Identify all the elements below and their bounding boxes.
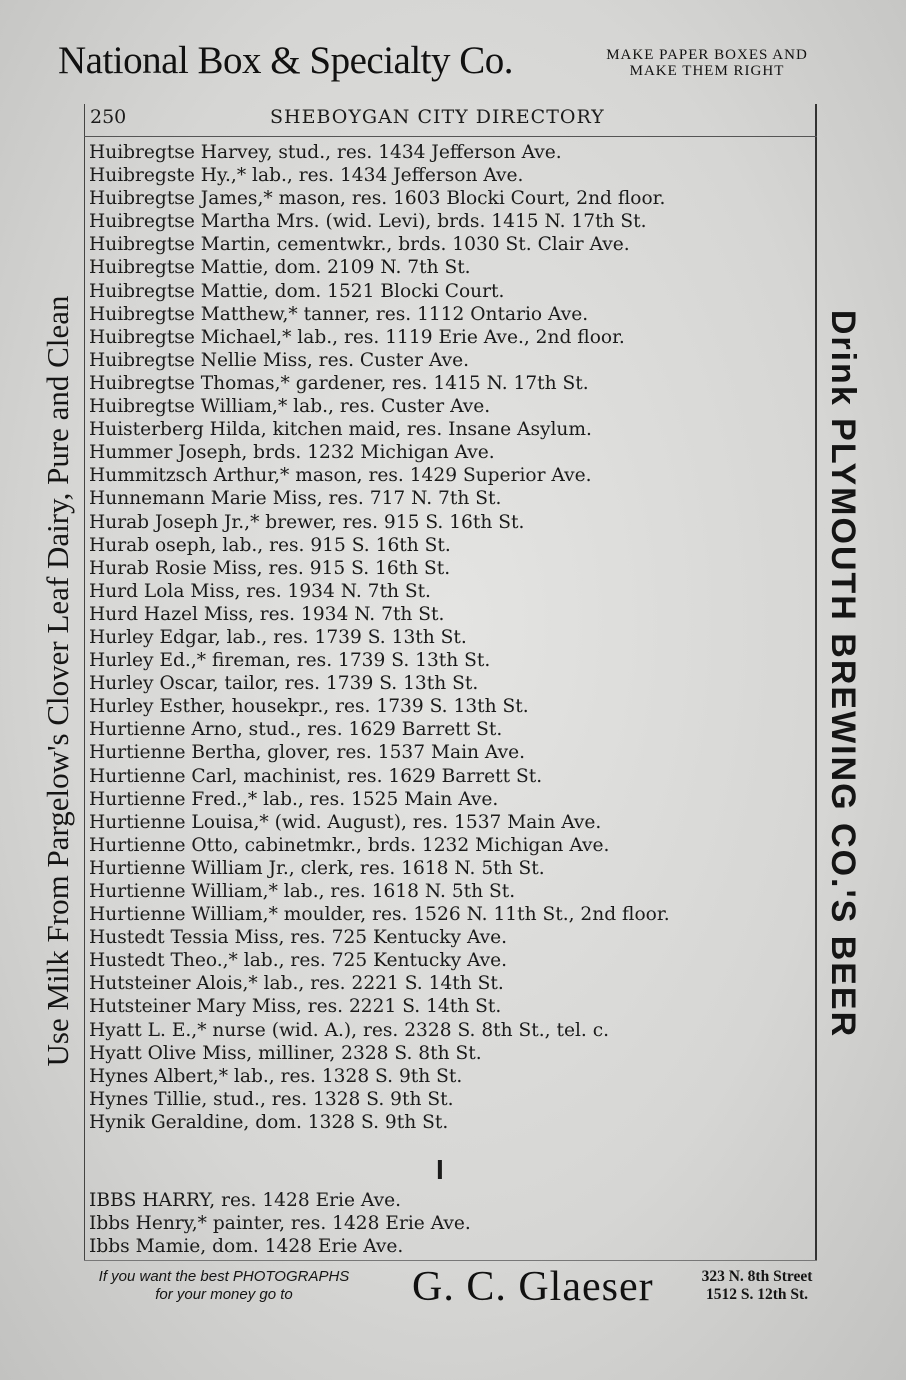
list-item: Hurley Edgar, lab., res. 1739 S. 13th St. — [89, 626, 467, 648]
list-item: Hurtienne Bertha, glover, res. 1537 Main Ave. — [89, 742, 526, 764]
list-item: Hurley Oscar, tailor, res. 1739 S. 13th St. — [89, 673, 479, 695]
header-rule — [84, 136, 817, 137]
top-ad-company: National Box & Specialty Co. — [58, 39, 514, 82]
bottom-ad-line1: If you want the best PHOTOGRAPHS — [98, 1268, 350, 1285]
list-item: Hurtienne Arno, stud., res. 1629 Barrett St. — [89, 719, 503, 741]
bottom-border-rule — [84, 1260, 817, 1261]
list-item: Hurtienne Fred.,* lab., res. 1525 Main Ave. — [89, 788, 499, 810]
list-item: Hurd Hazel Miss, res. 1934 N. 7th St. — [89, 603, 445, 625]
bottom-ad-text — [44, 1268, 404, 1304]
list-item: Huibregste Hy.,* lab., res. 1434 Jefferson Ave. — [89, 165, 524, 187]
list-item: Hurab Joseph Jr.,* brewer, res. 915 S. 16th St. — [89, 511, 525, 533]
list-item: Hyatt Olive Miss, milliner, 2328 S. 8th St. — [89, 1042, 482, 1064]
list-item: Hummer Joseph, brds. 1232 Michigan Ave. — [89, 442, 495, 464]
list-item: Huibregtse Martin, cementwkr., brds. 1030 St. Clair Ave. — [89, 234, 630, 256]
list-item: Hurley Ed.,* fireman, res. 1739 S. 13th St. — [89, 650, 491, 672]
list-item: Huibregtse William,* lab., res. Custer Ave. — [89, 396, 491, 418]
left-border-rule — [84, 104, 85, 1260]
list-item: Hunnemann Marie Miss, res. 717 N. 7th St. — [89, 488, 502, 510]
list-item: Hurtienne Carl, machinist, res. 1629 Barrett St. — [89, 765, 543, 787]
list-item: Hummitzsch Arthur,* mason, res. 1429 Superior Ave. — [89, 465, 592, 487]
page-header — [90, 106, 810, 132]
left-margin-advertisement: Use Milk From Pargelow's Clover Leaf Dairy, Pure and Clean — [40, 295, 75, 1067]
list-item: Hynik Geraldine, dom. 1328 S. 9th St. — [89, 1111, 449, 1133]
list-item: Huibregtse Nellie Miss, res. Custer Ave. — [89, 349, 470, 371]
list-item: Hurley Esther, housekpr., res. 1739 S. 13th St. — [89, 696, 529, 718]
list-item: Hynes Tillie, stud., res. 1328 S. 9th St. — [89, 1088, 454, 1110]
list-item: Hurtienne William Jr., clerk, res. 1618 N. 5th St. — [89, 857, 545, 879]
list-item: Ibbs Henry,* painter, res. 1428 Erie Ave. — [89, 1213, 471, 1235]
list-item: Hurab Rosie Miss, res. 915 S. 16th St. — [89, 557, 451, 579]
list-item: Ibbs Mamie, dom. 1428 Erie Ave. — [89, 1236, 404, 1258]
list-item: Hutsteiner Mary Miss, res. 2221 S. 14th St. — [89, 996, 502, 1018]
bottom-ad-line2: for your money go to — [155, 1286, 293, 1303]
top-ad-slogan-line1: MAKE PAPER BOXES AND — [606, 47, 808, 63]
list-item: Hurtienne Louisa,* (wid. August), res. 1537 Main Ave. — [89, 811, 602, 833]
list-item: Huibregtse Matthew,* tanner, res. 1112 Ontario Ave. — [89, 303, 589, 325]
directory-entries-h — [89, 141, 670, 1134]
bottom-advertisement — [0, 1262, 906, 1322]
top-ad-slogan-line2: MAKE THEM RIGHT — [629, 63, 785, 79]
list-item: Hurab oseph, lab., res. 915 S. 16th St. — [89, 534, 451, 556]
list-item: Huibregtse Michael,* lab., res. 1119 Erie Ave., 2nd floor. — [89, 326, 625, 348]
right-border-rule — [815, 104, 817, 1260]
right-margin-advertisement: Drink PLYMOUTH BREWING CO.'S BEER — [824, 309, 862, 1039]
list-item: Hurtienne William,* lab., res. 1618 N. 5th St. — [89, 881, 516, 902]
page-number: 250 — [90, 106, 127, 128]
list-item: Huibregtse Harvey, stud., res. 1434 Jefferson Ave. — [89, 142, 562, 163]
list-item: Huibregtse Martha Mrs. (wid. Levi), brds. 1415 N. 17th St. — [89, 211, 647, 233]
top-ad-slogan — [552, 47, 862, 79]
list-item: Hyatt L. E.,* nurse (wid. A.), res. 2328 S. 8th St., tel. c. — [89, 1019, 610, 1041]
page-title: SHEBOYGAN CITY DIRECTORY — [270, 106, 605, 128]
section-letter: I — [436, 1154, 444, 1185]
list-item: IBBS HARRY, res. 1428 Erie Ave. — [89, 1190, 401, 1211]
list-item: Hynes Albert,* lab., res. 1328 S. 9th St. — [89, 1065, 463, 1087]
list-item: Huibregtse James,* mason, res. 1603 Blocki Court, 2nd floor. — [89, 188, 666, 210]
list-item: Huibregtse Mattie, dom. 2109 N. 7th St. — [89, 257, 471, 279]
bottom-ad-address — [672, 1268, 842, 1304]
directory-entries-i — [89, 1189, 471, 1258]
top-advertisement — [0, 0, 906, 100]
list-item: Huibregtse Thomas,* gardener, res. 1415 N. 17th St. — [89, 372, 589, 394]
bottom-ad-address1: 323 N. 8th Street — [701, 1268, 813, 1285]
bottom-ad-name: G. C. Glaeser — [412, 1264, 654, 1310]
list-item: Hustedt Tessia Miss, res. 725 Kentucky Ave. — [89, 927, 508, 949]
bottom-ad-address2: 1512 S. 12th St. — [705, 1286, 809, 1303]
list-item: Hurtienne William,* moulder, res. 1526 N. 11th St., 2nd floor. — [89, 904, 670, 926]
list-item: Hurd Lola Miss, res. 1934 N. 7th St. — [89, 580, 431, 602]
list-item: Hutsteiner Alois,* lab., res. 2221 S. 14th St. — [89, 973, 504, 995]
list-item: Huisterberg Hilda, kitchen maid, res. Insane Asylum. — [89, 419, 592, 441]
list-item: Hustedt Theo.,* lab., res. 725 Kentucky Ave. — [89, 950, 508, 972]
list-item: Huibregtse Mattie, dom. 1521 Blocki Court. — [89, 280, 505, 302]
list-item: Hurtienne Otto, cabinetmkr., brds. 1232 Michigan Ave. — [89, 834, 610, 856]
